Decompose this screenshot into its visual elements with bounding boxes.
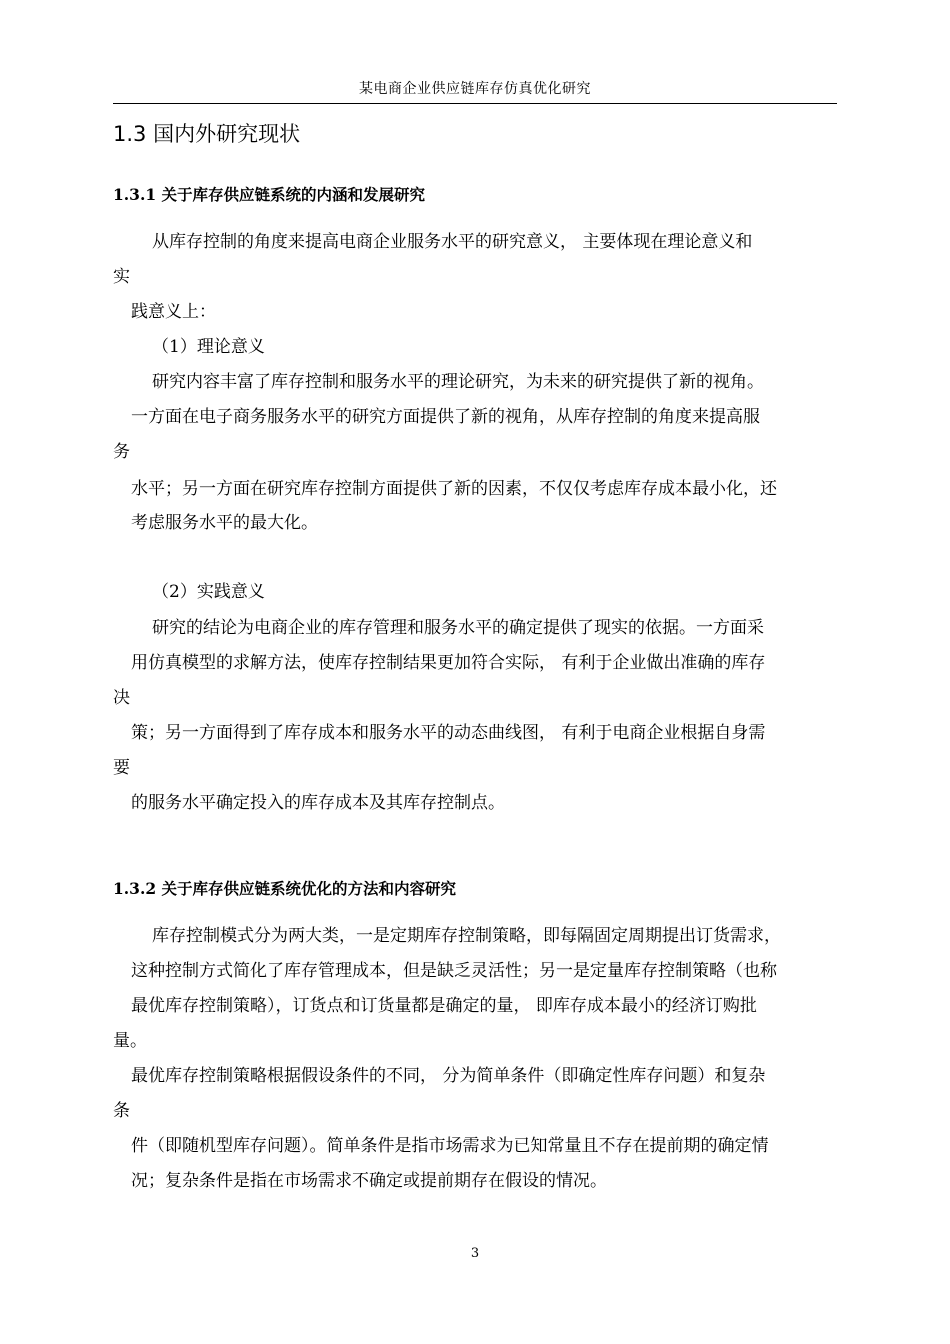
paragraph-line: 考虑服务水平的最大化。 <box>131 513 318 533</box>
paragraph-line: 务 <box>113 442 130 462</box>
paragraph-line: 实 <box>113 267 130 287</box>
section-heading: 1.3 国内外研究现状 <box>113 122 301 146</box>
paragraph-line: 件（即随机型库存问题）。简单条件是指市场需求为已知常量且不存在提前期的确定情 <box>131 1136 769 1156</box>
paragraph-line: 况；复杂条件是指在市场需求不确定或提前期存在假设的情况。 <box>131 1171 607 1191</box>
paragraph-line: 从库存控制的角度来提高电商企业服务水平的研究意义， 主要体现在理论意义和 <box>152 232 753 252</box>
list-label: （1）理论意义 <box>152 337 265 357</box>
header-divider <box>113 103 837 104</box>
paragraph-line: 一方面在电子商务服务水平的研究方面提供了新的视角，从库存控制的角度来提高服 <box>131 407 760 427</box>
paragraph-line: 要 <box>113 758 130 778</box>
paragraph-line: 用仿真模型的求解方法，使库存控制结果更加符合实际， 有利于企业做出准确的库存 <box>131 653 766 673</box>
paragraph-line: 水平；另一方面在研究库存控制方面提供了新的因素，不仅仅考虑库存成本最小化，还 <box>131 479 777 499</box>
paragraph-line: 的服务水平确定投入的库存成本及其库存控制点。 <box>131 793 505 813</box>
paragraph-line: 最优库存控制策略），订货点和订货量都是确定的量， 即库存成本最小的经济订购批 <box>131 996 757 1016</box>
list-label: （2）实践意义 <box>152 582 265 602</box>
paragraph-line: 条 <box>113 1101 130 1121</box>
paragraph-line: 践意义上： <box>131 302 216 322</box>
paragraph-line: 这种控制方式简化了库存管理成本，但是缺乏灵活性；另一是定量库存控制策略（也称 <box>131 961 777 981</box>
paragraph-line: 研究的结论为电商企业的库存管理和服务水平的确定提供了现实的依据。一方面采 <box>152 618 764 638</box>
paragraph-line: 最优库存控制策略根据假设条件的不同， 分为简单条件（即确定性库存问题）和复杂 <box>131 1066 766 1086</box>
paragraph-line: 研究内容丰富了库存控制和服务水平的理论研究，为未来的研究提供了新的视角。 <box>152 372 764 392</box>
page-number: 3 <box>470 1246 480 1261</box>
paragraph-line: 库存控制模式分为两大类，一是定期库存控制策略，即每隔固定周期提出订货需求， <box>152 926 781 946</box>
paragraph-line: 量。 <box>113 1031 147 1051</box>
subsection-heading-1: 1.3.1 关于库存供应链系统的内涵和发展研究 <box>113 185 426 204</box>
page-header-title: 某电商企业供应链库存仿真优化研究 <box>359 81 591 97</box>
paragraph-line: 决 <box>113 688 130 708</box>
paragraph-line: 策；另一方面得到了库存成本和服务水平的动态曲线图， 有利于电商企业根据自身需 <box>131 723 766 743</box>
subsection-heading-2: 1.3.2 关于库存供应链系统优化的方法和内容研究 <box>113 879 457 898</box>
